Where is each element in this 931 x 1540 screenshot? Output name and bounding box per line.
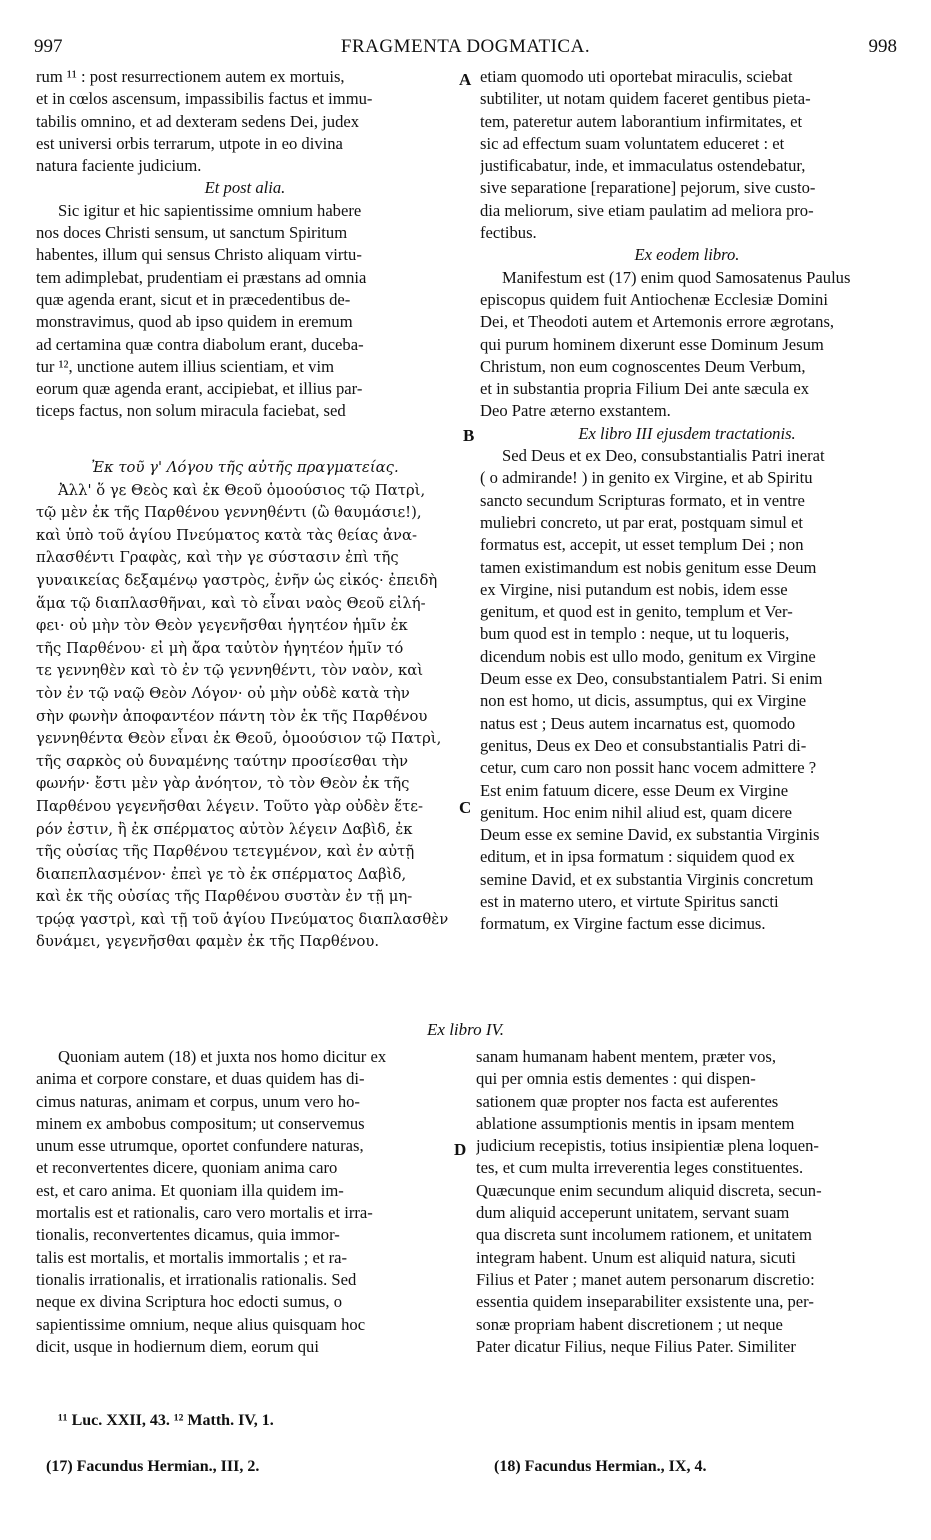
text-line: muliebri concreto, ut par erat, postquam simul et — [480, 512, 804, 532]
text-line: Deum esse ex semine David, ex substantia Virginis — [480, 825, 820, 845]
left-paragraph-2 — [36, 200, 454, 423]
greek-line: τε γεννηθὲν καὶ τὸ ἐν τῷ γεννηθέντι, τὸν ναὸν, καὶ — [36, 662, 424, 680]
text-line: Dei, et Theodoti autem et Artemonis errore ægrotans, — [480, 312, 835, 332]
text-line: Deo Patre æterno exstantem. — [480, 401, 671, 421]
text-line: sonæ propriam habent discretionem ; ut neque — [476, 1314, 783, 1334]
left-column-top — [36, 66, 454, 423]
text-line: natura faciente judicium. — [36, 156, 202, 176]
greek-line: δυνάμει, γεγενῆσθαι φαμὲν ἐκ τῆς Παρθένου. — [36, 933, 380, 951]
text-line: integram habent. Unum est aliquid natura, sicuti — [476, 1247, 796, 1267]
page-number-left: 997 — [34, 36, 63, 57]
text-line: et in cœlos ascensum, impassibilis factus et immu- — [36, 89, 373, 109]
text-line: rum ¹¹ : post resurrectionem autem ex mortuis, — [36, 67, 345, 86]
left-paragraph-1 — [36, 66, 454, 177]
greek-line: τῆς σαρκὸς οὐ δυναμένης ταύτην προσίεσθαι τὴν — [36, 752, 408, 770]
greek-line: ἅμα τῷ διαπλασθῆναι, καὶ τὸ εἶναι ναὸς Θεοῦ εἰλή- — [36, 594, 426, 612]
text-line: dum aliquid acceperunt unitatem, servant suam — [476, 1203, 790, 1223]
text-line: Pater dicatur Filius, neque Filius Pater. Similiter — [476, 1336, 796, 1356]
running-title: FRAGMENTA DOGMATICA. — [340, 36, 591, 57]
text-line: minem ex ambobus compositum; ut conservemus — [36, 1113, 365, 1133]
text-line: genitum, et quod est in genito, templum et Ver- — [480, 602, 793, 622]
text-line: bum quod est in templo : neque, ut tu loqueris, — [480, 624, 790, 644]
greek-line: καὶ ὑπὸ τοῦ ἁγίου Πνεύματος κατὰ τὰς θείας ἀνα- — [36, 526, 417, 544]
text-line: quæ agenda erant, sicut et in præcedentibus de- — [36, 289, 351, 309]
text-line: tabilis omnino, et ad dexteram sedens Dei, judex — [36, 111, 360, 131]
greek-line: καὶ ἐκ τῆς οὐσίας τῆς Παρθένου συστὰν ἐν τῇ μη- — [36, 888, 413, 906]
text-line: et reconvertentes dicere, quoniam anima caro — [36, 1158, 338, 1178]
text-line: episcopus quidem fuit Antiochenæ Ecclesiæ Domini — [480, 289, 828, 309]
text-line: Quoniam autem (18) et juxta nos homo dicitur ex — [58, 1047, 387, 1066]
text-line: essentia quidem inseparabiliter exsistente una, per- — [476, 1292, 814, 1312]
text-line: Est enim fatuum dicere, esse Deum ex Virgine — [480, 780, 789, 800]
text-line: non est homo, ut dicis, assumptus, qui ex Virgine — [480, 691, 807, 711]
text-line: dia meliorum, sive etiam paulatim ad meliora pro- — [480, 200, 814, 220]
greek-line: τρῴᾳ γαστρὶ, καὶ τῇ τοῦ ἁγίου Πνεύματος διαπλασθὲν — [36, 910, 449, 928]
text-line: Filius et Pater ; manet autem personarum discretio: — [476, 1269, 815, 1289]
greek-line: φωνήν· ἔστι μὲν γὰρ ἀνόητον, τὸ τὸν Θεὸν ἐκ τῆς — [36, 775, 410, 793]
section-heading: Ex eodem libro. — [634, 245, 740, 265]
greek-line: σὴν φωνὴν ἀποφαντέον πάντη τὸν ἐκ τῆς Παρθένου — [36, 707, 428, 725]
text-line: qua discreta sunt incolumem rationem, et unitatem — [476, 1225, 812, 1245]
text-line: dicit, usque in hodiernum diem, eorum qui — [36, 1336, 319, 1356]
text-line: etiam quomodo uti oportebat miraculis, sciebat — [480, 67, 793, 86]
greek-line: τῆς Παρθένου· εἰ μὴ ἄρα ταὐτὸν ἡγητέον ἡμῖν τό — [36, 639, 404, 657]
scripture-footnotes: ¹¹ Luc. XXII, 43. ¹² Matth. IV, 1. — [58, 1412, 274, 1429]
greek-line: Παρθένου γεγενῆσθαι λέγειν. Τοῦτο γὰρ οὐδὲν ἕτε- — [36, 797, 423, 815]
text-line: et in substantia propria Filium Dei ante sæcula ex — [480, 379, 810, 399]
text-line: formatum, ex Virgine factum esse dicimus. — [480, 914, 766, 934]
greek-line: ρόν ἐστιν, ἢ ἐκ σπέρματος αὐτὸν λέγειν Δαβὶδ, ἐκ — [36, 820, 413, 838]
right-column-top — [480, 66, 894, 936]
text-line: genitum. Hoc enim nihil aliud est, quam dicere — [480, 802, 792, 822]
greek-line: διαπεπλασμένον· ἐπεὶ γε τὸ ἐκ σπέρματος Δαβὶδ, — [36, 865, 407, 883]
margin-marker-a: A — [459, 70, 472, 89]
text-line: editum, et in ipsa formatum : siquidem quod ex — [480, 847, 795, 867]
text-line: nos doces Christi sensum, ut sanctum Spiritum — [36, 223, 348, 243]
text-line: est in materno utero, et virtute Spiritus sancti — [480, 891, 779, 911]
text-line: eorum quæ agenda erant, accipiebat, et illius par- — [36, 379, 363, 399]
greek-line: πλασθέντι Γραφὰς, καὶ τὴν γε σύστασιν ἐπὶ τῆς — [36, 549, 399, 567]
text-line: anima et corpore constare, et duas quidem has di- — [36, 1069, 365, 1089]
page-number-right: 998 — [868, 36, 897, 57]
text-line: talis est mortalis, et mortalis immortalis ; et ra- — [36, 1247, 348, 1267]
greek-line: φει· οὐ μὴν τὸν Θεὸν γεγενῆσθαι ἡγητέον ἡμῖν ἐκ — [36, 617, 408, 635]
text-line: tes, et cum multa irreverentia leges constituentes. — [476, 1158, 804, 1178]
footnote-17: (17) Facundus Hermian., III, 2. — [46, 1458, 260, 1475]
text-line: tem adimplebat, prudentiam ei præstans ad omnia — [36, 267, 367, 287]
text-line: tamen existimandum est nobis genitum esse Deum — [480, 557, 817, 577]
text-line: semine David, et ex substantia Virginis concretum — [480, 869, 814, 889]
text-line: tem, pateretur autem laborantium infirmitates, et — [480, 111, 803, 131]
text-line: ex Virgine, nisi putandum est nobis, idem esse — [480, 579, 788, 599]
text-line: Christum, non eum cognoscentes Deum Verbum, — [480, 356, 806, 376]
section-heading: Et post alia. — [204, 178, 286, 198]
text-line: genitus, Deus ex Deo et consubstantialis Patri di- — [480, 735, 807, 755]
greek-line: τῷ μὲν ἐκ τῆς Παρθένου γεννηθέντι (ὢ θαυμάσιε!), — [36, 504, 422, 522]
greek-line: τῆς οὐσίας τῆς Παρθένου τετεγμένον, καὶ ἐν αὐτῇ — [36, 843, 415, 861]
text-line: tur ¹², unctione autem illius scientiam, et vim — [36, 356, 334, 376]
right-paragraph-2 — [480, 267, 894, 423]
text-line: sic ad effectum suam voluntatem educeret : et — [480, 133, 785, 153]
text-line: sanam humanam habent mentem, præter vos, — [476, 1047, 776, 1066]
greek-line: γεννηθέντα Θεὸν εἶναι ἐκ Θεοῦ, ὁμοούσιον τῷ Πατρὶ, — [36, 730, 442, 748]
text-line: monstravimus, quod ab ipso quidem in eremum — [36, 312, 353, 332]
greek-line: τὸν ἐν τῷ ναῷ Θεὸν Λόγον· οὐ μὴν οὐδὲ κατὰ τὴν — [36, 684, 410, 702]
text-line: habentes, illum qui sensus Christo aliquam virtu- — [36, 245, 362, 265]
text-line: dicendum nobis est ullo modo, genitum ex Virgine — [480, 646, 816, 666]
greek-line: γυναικείας δεξαμένῳ γαστρὸς, ἐνῆν ὡς εἰκός· ἐπειδὴ — [36, 571, 438, 589]
text-line: sancto secundum Scripturas formato, et in ventre — [480, 490, 805, 510]
margin-marker-d: D — [454, 1140, 467, 1159]
text-line: sationem quæ propter nos facta est auferentes — [476, 1091, 779, 1111]
text-line: qui per omnia estis dementes : qui dispen- — [476, 1069, 756, 1089]
book-heading: Ex libro IV. — [427, 1020, 504, 1039]
right-paragraph-3 — [480, 445, 894, 936]
text-line: sive separatione [reparatione] pejorum, sive custo- — [480, 178, 816, 198]
running-header — [34, 36, 897, 58]
greek-section — [36, 457, 454, 954]
text-line: Manifestum est (17) enim quod Samosatenus Paulus — [502, 267, 851, 287]
left-column-bottom — [36, 1046, 446, 1358]
greek-heading: Ἐκ τοῦ γ' Λόγου τῆς αὐτῆς πραγματείας. — [91, 459, 399, 476]
text-line: Sed Deus et ex Deo, consubstantialis Patri inerat — [502, 446, 825, 466]
text-line: judicium recepistis, totius insipientiæ plena loquen- — [476, 1136, 819, 1156]
text-line: cetur, cum caro non possit hanc vocem admittere ? — [480, 758, 817, 778]
section-heading: Ex libro III ejusdem tractationis. — [578, 423, 796, 443]
text-line: tionalis irrationalis, et irrationalis rationalis. Sed — [36, 1269, 357, 1289]
footnote-18: (18) Facundus Hermian., IX, 4. — [494, 1458, 707, 1475]
text-line: unum esse utrumque, oportet confundere naturas, — [36, 1136, 364, 1156]
text-line: natus est ; Deus autem incarnatus est, quomodo — [480, 713, 796, 733]
text-line: formatus est, accepit, ut esset templum Dei ; non — [480, 535, 804, 555]
text-line: qui purum hominem dixerunt esse Dominum Jesum — [480, 334, 824, 354]
text-line: subtiliter, ut notam quidem faceret gentibus pieta- — [480, 89, 811, 109]
text-line: cimus naturas, animam et corpus, unum vero ho- — [36, 1091, 360, 1111]
text-line: justificabatur, inde, et immaculatus ostendebatur, — [480, 156, 806, 176]
text-line: neque ex divina Scriptura hoc edocti sumus, o — [36, 1292, 342, 1312]
text-line: ad certamina quæ contra diabolum erant, duceba- — [36, 334, 364, 354]
text-line: Sic igitur et hic sapientissime omnium habere — [58, 200, 362, 220]
text-line: Deum esse ex Deo, consubstantialem Patri. Si enim — [480, 669, 823, 689]
right-paragraph-1 — [480, 66, 894, 244]
text-line: ablatione assumptionis mentis in ipsam mentem — [476, 1113, 795, 1133]
text-line: est, et caro anima. Et quoniam illa quidem im- — [36, 1180, 344, 1200]
text-line: tionalis, reconvertentes dicamus, quia immor- — [36, 1225, 340, 1245]
text-line: mortalis est et rationalis, caro vero mortalis et irra- — [36, 1203, 373, 1223]
text-line: est universi orbis terrarum, utpote in eo divina — [36, 133, 343, 153]
right-column-bottom — [476, 1046, 894, 1358]
text-line: sapientissime omnium, neque alius quisquam hoc — [36, 1314, 366, 1334]
margin-marker-b: B — [463, 426, 475, 445]
text-line: ( o admirande! ) in genito ex Virgine, et ab Spiritu — [480, 468, 813, 488]
margin-marker-c: C — [459, 798, 472, 817]
text-line: ticeps factus, non solum miracula faciebat, sed — [36, 401, 346, 421]
greek-line: Ἀλλ' ὅ γε Θεὸς καὶ ἐκ Θεοῦ ὁμοούσιος τῷ Πατρὶ, — [58, 481, 426, 499]
text-line: fectibus. — [480, 223, 537, 243]
text-line: Quæcunque enim secundum aliquid discreta, secun- — [476, 1180, 822, 1200]
